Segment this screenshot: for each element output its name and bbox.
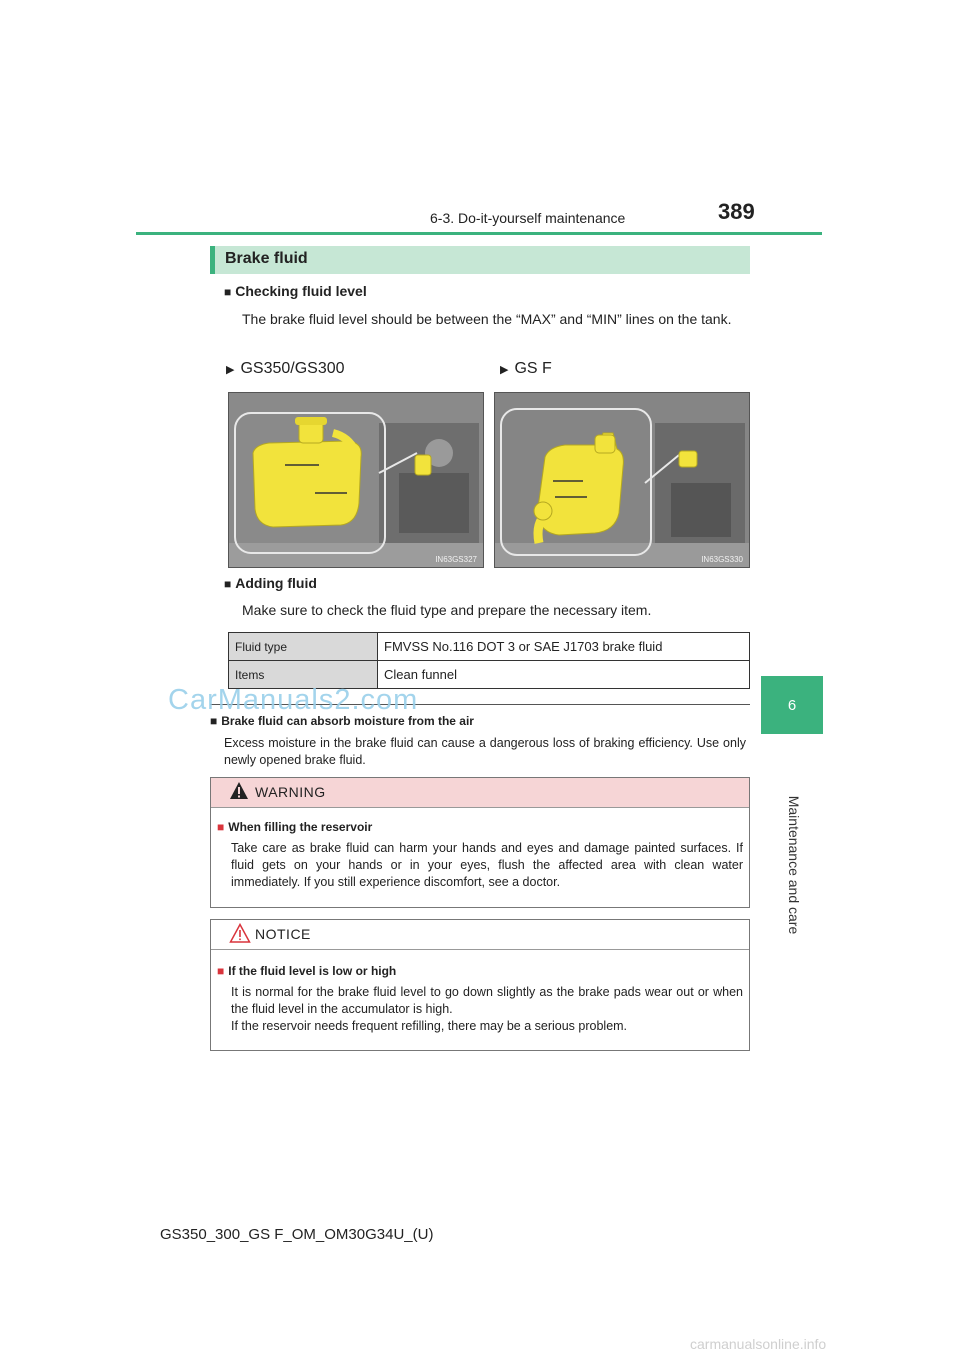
notice-heading: ■ If the fluid level is low or high (217, 964, 397, 978)
warning-box (210, 777, 750, 908)
square-bullet-icon: ■ (217, 820, 225, 834)
table-key: Fluid type (229, 633, 378, 661)
watermark-secondary: carmanualsonline.info (690, 1336, 827, 1352)
header-rule (136, 232, 822, 235)
variant-label-left: ▶ GS350/GS300 (226, 360, 345, 377)
section-title: Brake fluid (225, 250, 308, 267)
notice-box (210, 919, 750, 1051)
warning-text: Take care as brake fluid can harm your hands and eyes and damage painted surfaces. If fluid gets on your hands or in your eyes, flush the affected area with clean water immediately. If you still experience discomfort, see a doctor. (231, 841, 743, 889)
adding-heading: ■ Adding fluid (224, 575, 317, 591)
notice-text-1: It is normal for the brake fluid level to go down slightly as the brake pads wear out or when the fluid level in the accumulator is high. (231, 985, 743, 1016)
page-number: 389 (718, 199, 755, 224)
adding-text: Make sure to check the fluid type and prepare the necessary item. (242, 602, 652, 618)
notice-text-2: If the reservoir needs frequent refilling, there may be a serious problem. (231, 1019, 628, 1033)
photo-code-right: IN63GS330 (701, 555, 743, 564)
chapter-tab[interactable]: 6 (761, 676, 823, 734)
warning-heading: ■ When filling the reservoir (217, 820, 373, 834)
warning-title: WARNING (255, 784, 326, 800)
brake-reservoir-illustration-right (495, 393, 750, 568)
checking-heading: ■ Checking fluid level (224, 283, 367, 299)
checking-text: The brake fluid level should be between the “MAX” and “MIN” lines on the tank. (242, 311, 732, 327)
chapter-tab-label: Maintenance and care (786, 795, 802, 935)
engine-photo-right (494, 392, 750, 568)
document-code: GS350_300_GS F_OM_OM30G34U_(U) (160, 1226, 434, 1243)
square-bullet-icon: ■ (224, 577, 232, 591)
brake-reservoir-illustration-left (229, 393, 484, 568)
engine-photo-left (228, 392, 484, 568)
variant-label-right: ▶ GS F (500, 360, 552, 377)
fluid-spec-table (228, 632, 750, 689)
section-banner (210, 246, 750, 274)
notice-header (211, 920, 749, 950)
table-key: Items (229, 661, 378, 689)
square-bullet-icon: ■ (217, 964, 225, 978)
warning-header (211, 778, 749, 808)
warning-triangle-icon (229, 781, 249, 800)
running-header-section: 6-3. Do-it-yourself maintenance (430, 210, 626, 226)
notice-title: NOTICE (255, 926, 311, 942)
note-heading: ■ Brake fluid can absorb moisture from the air (210, 714, 474, 728)
table-value: Clean funnel (378, 661, 750, 689)
triangle-bullet-icon: ▶ (500, 364, 509, 376)
caution-triangle-icon (229, 923, 251, 943)
watermark-primary: CarManuals2.com (168, 684, 419, 716)
note-text: Excess moisture in the brake fluid can cause a dangerous loss of braking efficiency. Use only newly opened brake fluid. (224, 736, 746, 767)
table-row (229, 633, 750, 661)
square-bullet-icon: ■ (210, 714, 218, 728)
square-bullet-icon: ■ (224, 285, 232, 299)
triangle-bullet-icon: ▶ (226, 364, 235, 376)
table-value: FMVSS No.116 DOT 3 or SAE J1703 brake fluid (378, 633, 750, 661)
photo-code-left: IN63GS327 (435, 555, 477, 564)
